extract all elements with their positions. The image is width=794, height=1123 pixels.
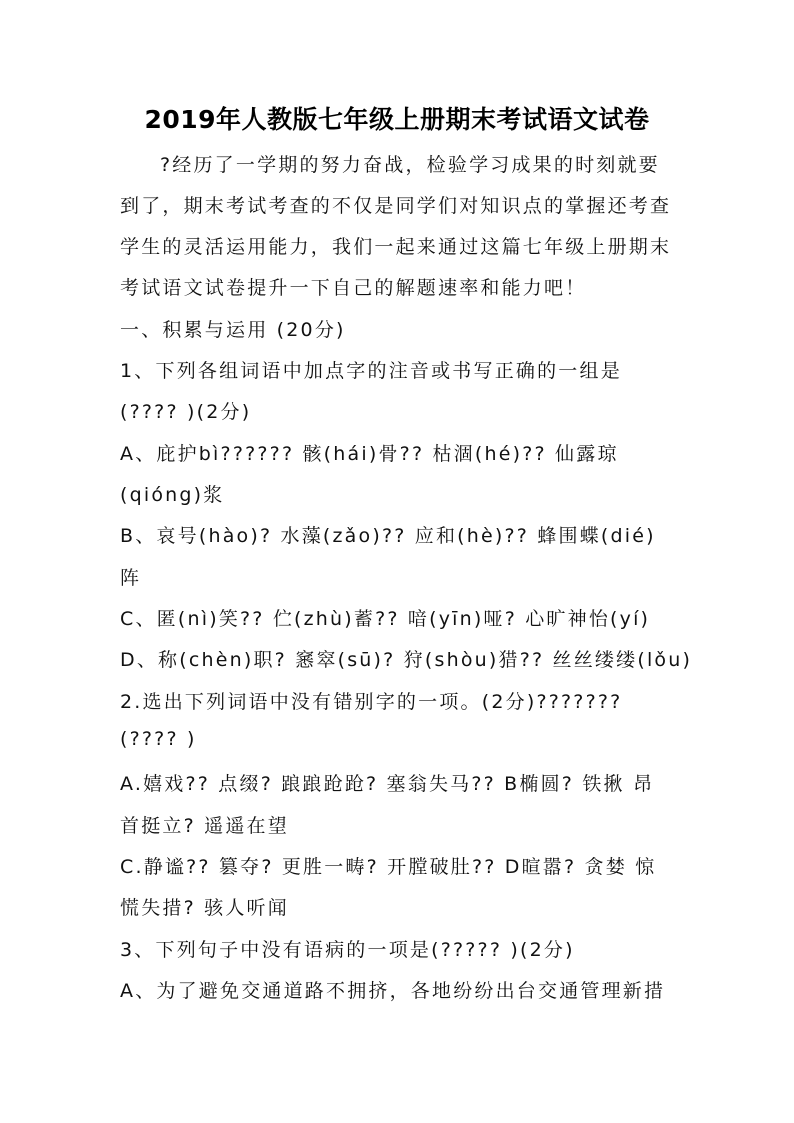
question-1-points: (???? )(2分) [120, 401, 252, 423]
section-heading: 一、积累与运用 (20分) [120, 319, 346, 341]
intro-line-2: 到了，期末考试考查的不仅是同学们对知识点的掌握还考查 [120, 195, 672, 217]
question-1-option-a: A、庇护bì?????? 骸(hái)骨?? 枯涸(hé)?? 仙露琼 [120, 443, 619, 465]
question-3-option-a: A、为了避免交通道路不拥挤，各地纷纷出台交通管理新措 [120, 980, 666, 1002]
question-2-answer-blank: (???? ) [120, 728, 197, 750]
question-1-option-c: C、匿(nì)笑?? 伫(zhù)蓄?? 喑(yīn)哑? 心旷神怡(yí) [120, 608, 651, 630]
question-2-options-cd: C.静谧?? 篡夺? 更胜一畴? 开膛破肚?? D暄嚣? 贪婪 惊 [120, 856, 657, 878]
question-1-option-a-cont: (qióng)浆 [120, 484, 225, 506]
question-2-options-cd-cont: 慌失措? 骇人听闻 [120, 897, 289, 919]
question-2-stem: 2.选出下列词语中没有错别字的一项。(2分)??????? [120, 691, 623, 713]
intro-line-1: ?经历了一学期的努力奋战，检验学习成果的时刻就要 [160, 154, 660, 176]
question-1-option-d: D、称(chèn)职? 窸窣(sū)? 狩(shòu)猎?? 丝丝缕缕(lǒu) [120, 649, 693, 671]
question-1-stem: 1、下列各组词语中加点字的注音或书写正确的一组是 [120, 360, 622, 382]
intro-line-3: 学生的灵活运用能力，我们一起来通过这篇七年级上册期末 [120, 236, 672, 258]
intro-line-4: 考试语文试卷提升一下自己的解题速率和能力吧！ [120, 277, 587, 299]
document-title: 2019年人教版七年级上册期末考试语文试卷 [144, 105, 650, 134]
question-1-option-b: B、哀号(hào)? 水藻(zǎo)?? 应和(hè)?? 蜂围蝶(dié) [120, 525, 656, 547]
question-1-option-b-cont: 阵 [120, 567, 142, 589]
question-2-options-ab: A.嬉戏?? 点缀? 踉踉跄跄? 塞翁失马?? B椭圆? 铁揪 昂 [120, 773, 655, 795]
question-2-options-ab-cont: 首挺立? 遥遥在望 [120, 815, 289, 837]
question-3-stem: 3、下列句子中没有语病的一项是(????? )(2分) [120, 939, 575, 961]
